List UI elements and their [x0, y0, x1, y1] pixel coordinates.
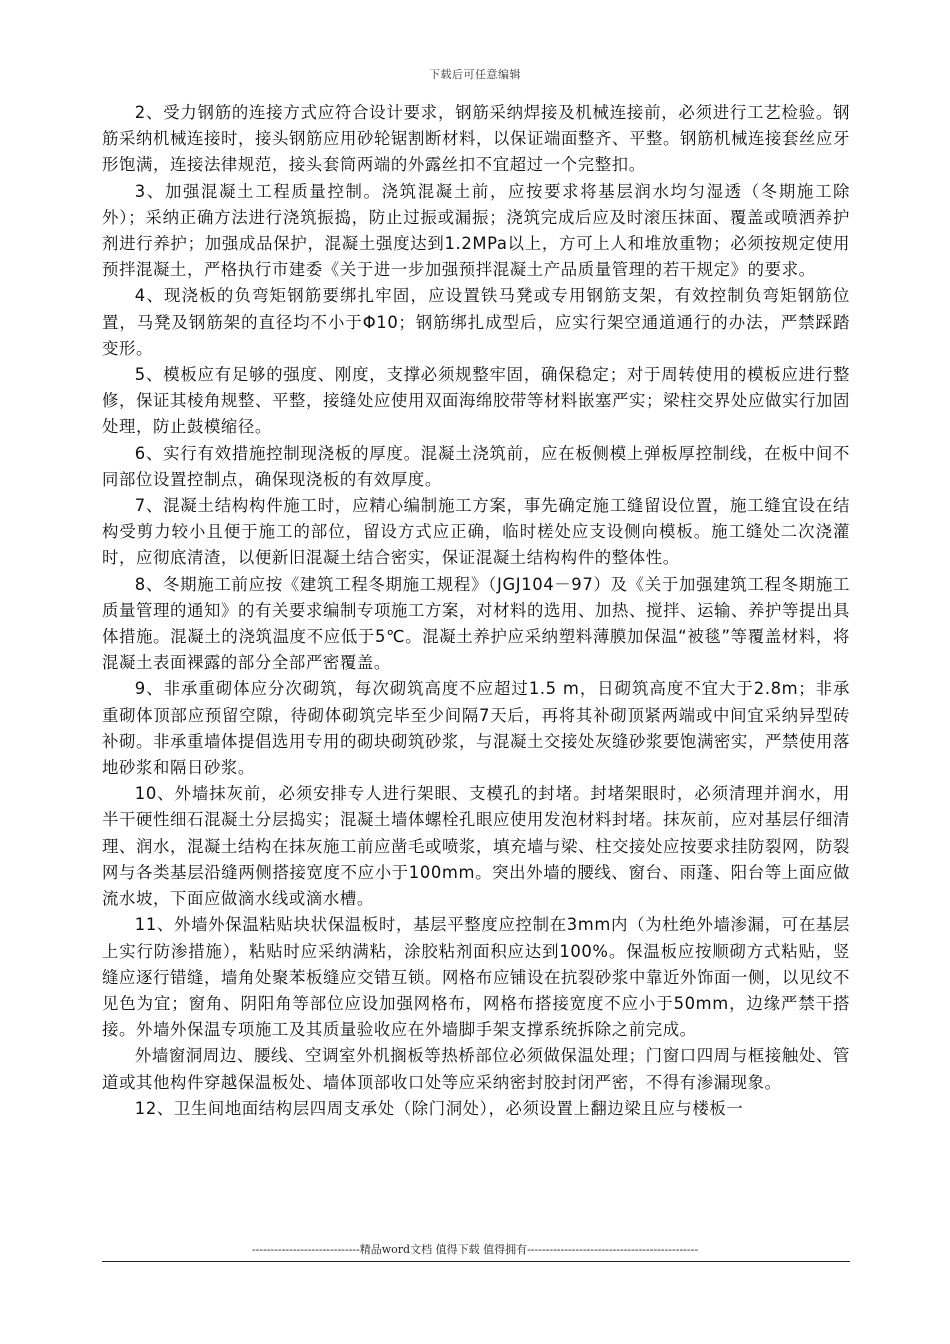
paragraph-item-10: 10、外墙抹灰前，必须安排专人进行架眼、支模孔的封堵。封堵架眼时，必须清理并润水，用半干硬性细石混凝土分层捣实；混凝土墙体螺栓孔眼应使用发泡材料封堵。抹灰前，应对基层仔细清理、润水，混凝土结构在抹灰施工前应凿毛或喷浆，填充墙与梁、柱交接处应按要求挂防裂网，防裂网与各类基层沿缝两侧搭接宽度不应小于100mm。突出外墙的腰线、窗台、雨蓬、阳台等上面应做流水坡，下面应做滴水线或滴水槽。: [102, 784, 850, 909]
paragraph-item-11: 11、外墙外保温粘贴块状保温板时，基层平整度应控制在3mm内（为杜绝外墙渗漏，可在基层上实行防渗措施），粘贴时应采纳满粘，涂胶粘剂面积应达到100%。保温板应按顺砌方式粘贴，竖缝应逐行错缝，墙角处聚苯板缝应交错互锁。网格布应铺设在抗裂砂浆中靠近外饰面一侧，以见纹不见色为宜；窗角、阴阳角等部位应设加强网格布，网格布搭接宽度不应小于50mm，边缘严禁干搭接。外墙外保温专项施工及其质量验收应在外墙脚手架支撑系统拆除之前完成。: [102, 915, 850, 1040]
paragraph-item-7: 7、混凝土结构构件施工时，应精心编制施工方案，事先确定施工缝留设位置，施工缝宜设在结构受剪力较小且便于施工的部位，留设方式应正确，临时槎处应支设侧向模板。施工缝处二次浇灌时，应彻底清渣，以便新旧混凝土结合密实，保证混凝土结构构件的整体性。: [102, 496, 850, 568]
paragraph-item-11-continued: 外墙窗洞周边、腰线、空调室外机搁板等热桥部位必须做保温处理；门窗口四周与框接触处、管道或其他构件穿越保温板处、墙体顶部收口处等应采纳密封胶封闭严密，不得有渗漏现象。: [102, 1046, 850, 1092]
paragraph-item-4: 4、现浇板的负弯矩钢筋要绑扎牢固，应设置铁马凳或专用钢筋支架，有效控制负弯矩钢筋位置，马凳及钢筋架的直径均不小于Φ10；钢筋绑扎成型后，应实行架空通道通行的办法，严禁踩踏变形。: [102, 286, 850, 358]
footer-divider: [102, 1261, 850, 1262]
page-footer: -----------------------------精品word文档 值得下载 值得拥有----------------------------------------------: [251, 1243, 699, 1256]
paragraph-item-6: 6、实行有效措施控制现浇板的厚度。混凝土浇筑前，应在板侧模上弹板厚控制线，在板中间不同部位设置控制点，确保现浇板的有效厚度。: [102, 443, 850, 489]
document-body: [102, 100, 850, 1122]
paragraph-item-12: 12、卫生间地面结构层四周支承处（除门洞处），必须设置上翻边梁且应与楼板一: [134, 1098, 744, 1118]
paragraph-item-8: 8、冬期施工前应按《建筑工程冬期施工规程》（JGJ104－97）及《关于加强建筑工程冬期施工质量管理的通知》的有关要求编制专项施工方案，对材料的选用、加热、搅拌、运输、养护等提出具体措施。混凝土的浇筑温度不应低于5℃。混凝土养护应采纳塑料薄膜加保温“被毯”等覆盖材料，将混凝土表面裸露的部分全部严密覆盖。: [102, 574, 850, 673]
paragraph-item-5: 5、模板应有足够的强度、刚度，支撑必须规整牢固，确保稳定；对于周转使用的模板应进行整修，保证其棱角规整、平整，接缝处应使用双面海绵胶带等材料嵌塞严实；梁柱交界处应做实行加固处理，防止鼓模缩径。: [102, 365, 850, 437]
paragraph-item-2: 2、受力钢筋的连接方式应符合设计要求，钢筋采纳焊接及机械连接前，必须进行工艺检验。钢筋采纳机械连接时，接头钢筋应用砂轮锯割断材料，以保证端面整齐、平整。钢筋机械连接套丝应牙形饱满，连接法律规范，接头套筒两端的外露丝扣不宜超过一个完整扣。: [102, 103, 850, 175]
page-header: 下载后可任意编辑: [429, 68, 521, 81]
paragraph-item-3: 3、加强混凝土工程质量控制。浇筑混凝土前，应按要求将基层润水均匀湿透（冬期施工除外）；采纳正确方法进行浇筑振捣，防止过振或漏振；浇筑完成后应及时滚压抹面、覆盖或喷洒养护剂进行养护；加强成品保护，混凝土强度达到1.2MPa以上，方可上人和堆放重物；必须按规定使用预拌混凝土，严格执行市建委《关于进一步加强预拌混凝土产品质量管理的若干规定》的要求。: [102, 181, 850, 280]
paragraph-item-9: 9、非承重砌体应分次砌筑，每次砌筑高度不应超过1.5 m，日砌筑高度不宜大于2.8m；非承重砌体顶部应预留空隙，待砌体砌筑完毕至少间隔7天后，再将其补砌顶紧两端或中间宜采纳异型砖补砌。非承重墙体提倡选用专用的砌块砌筑砂浆，与混凝土交接处灰缝砂浆要饱满密实，严禁使用落地砂浆和隔日砂浆。: [102, 679, 850, 778]
